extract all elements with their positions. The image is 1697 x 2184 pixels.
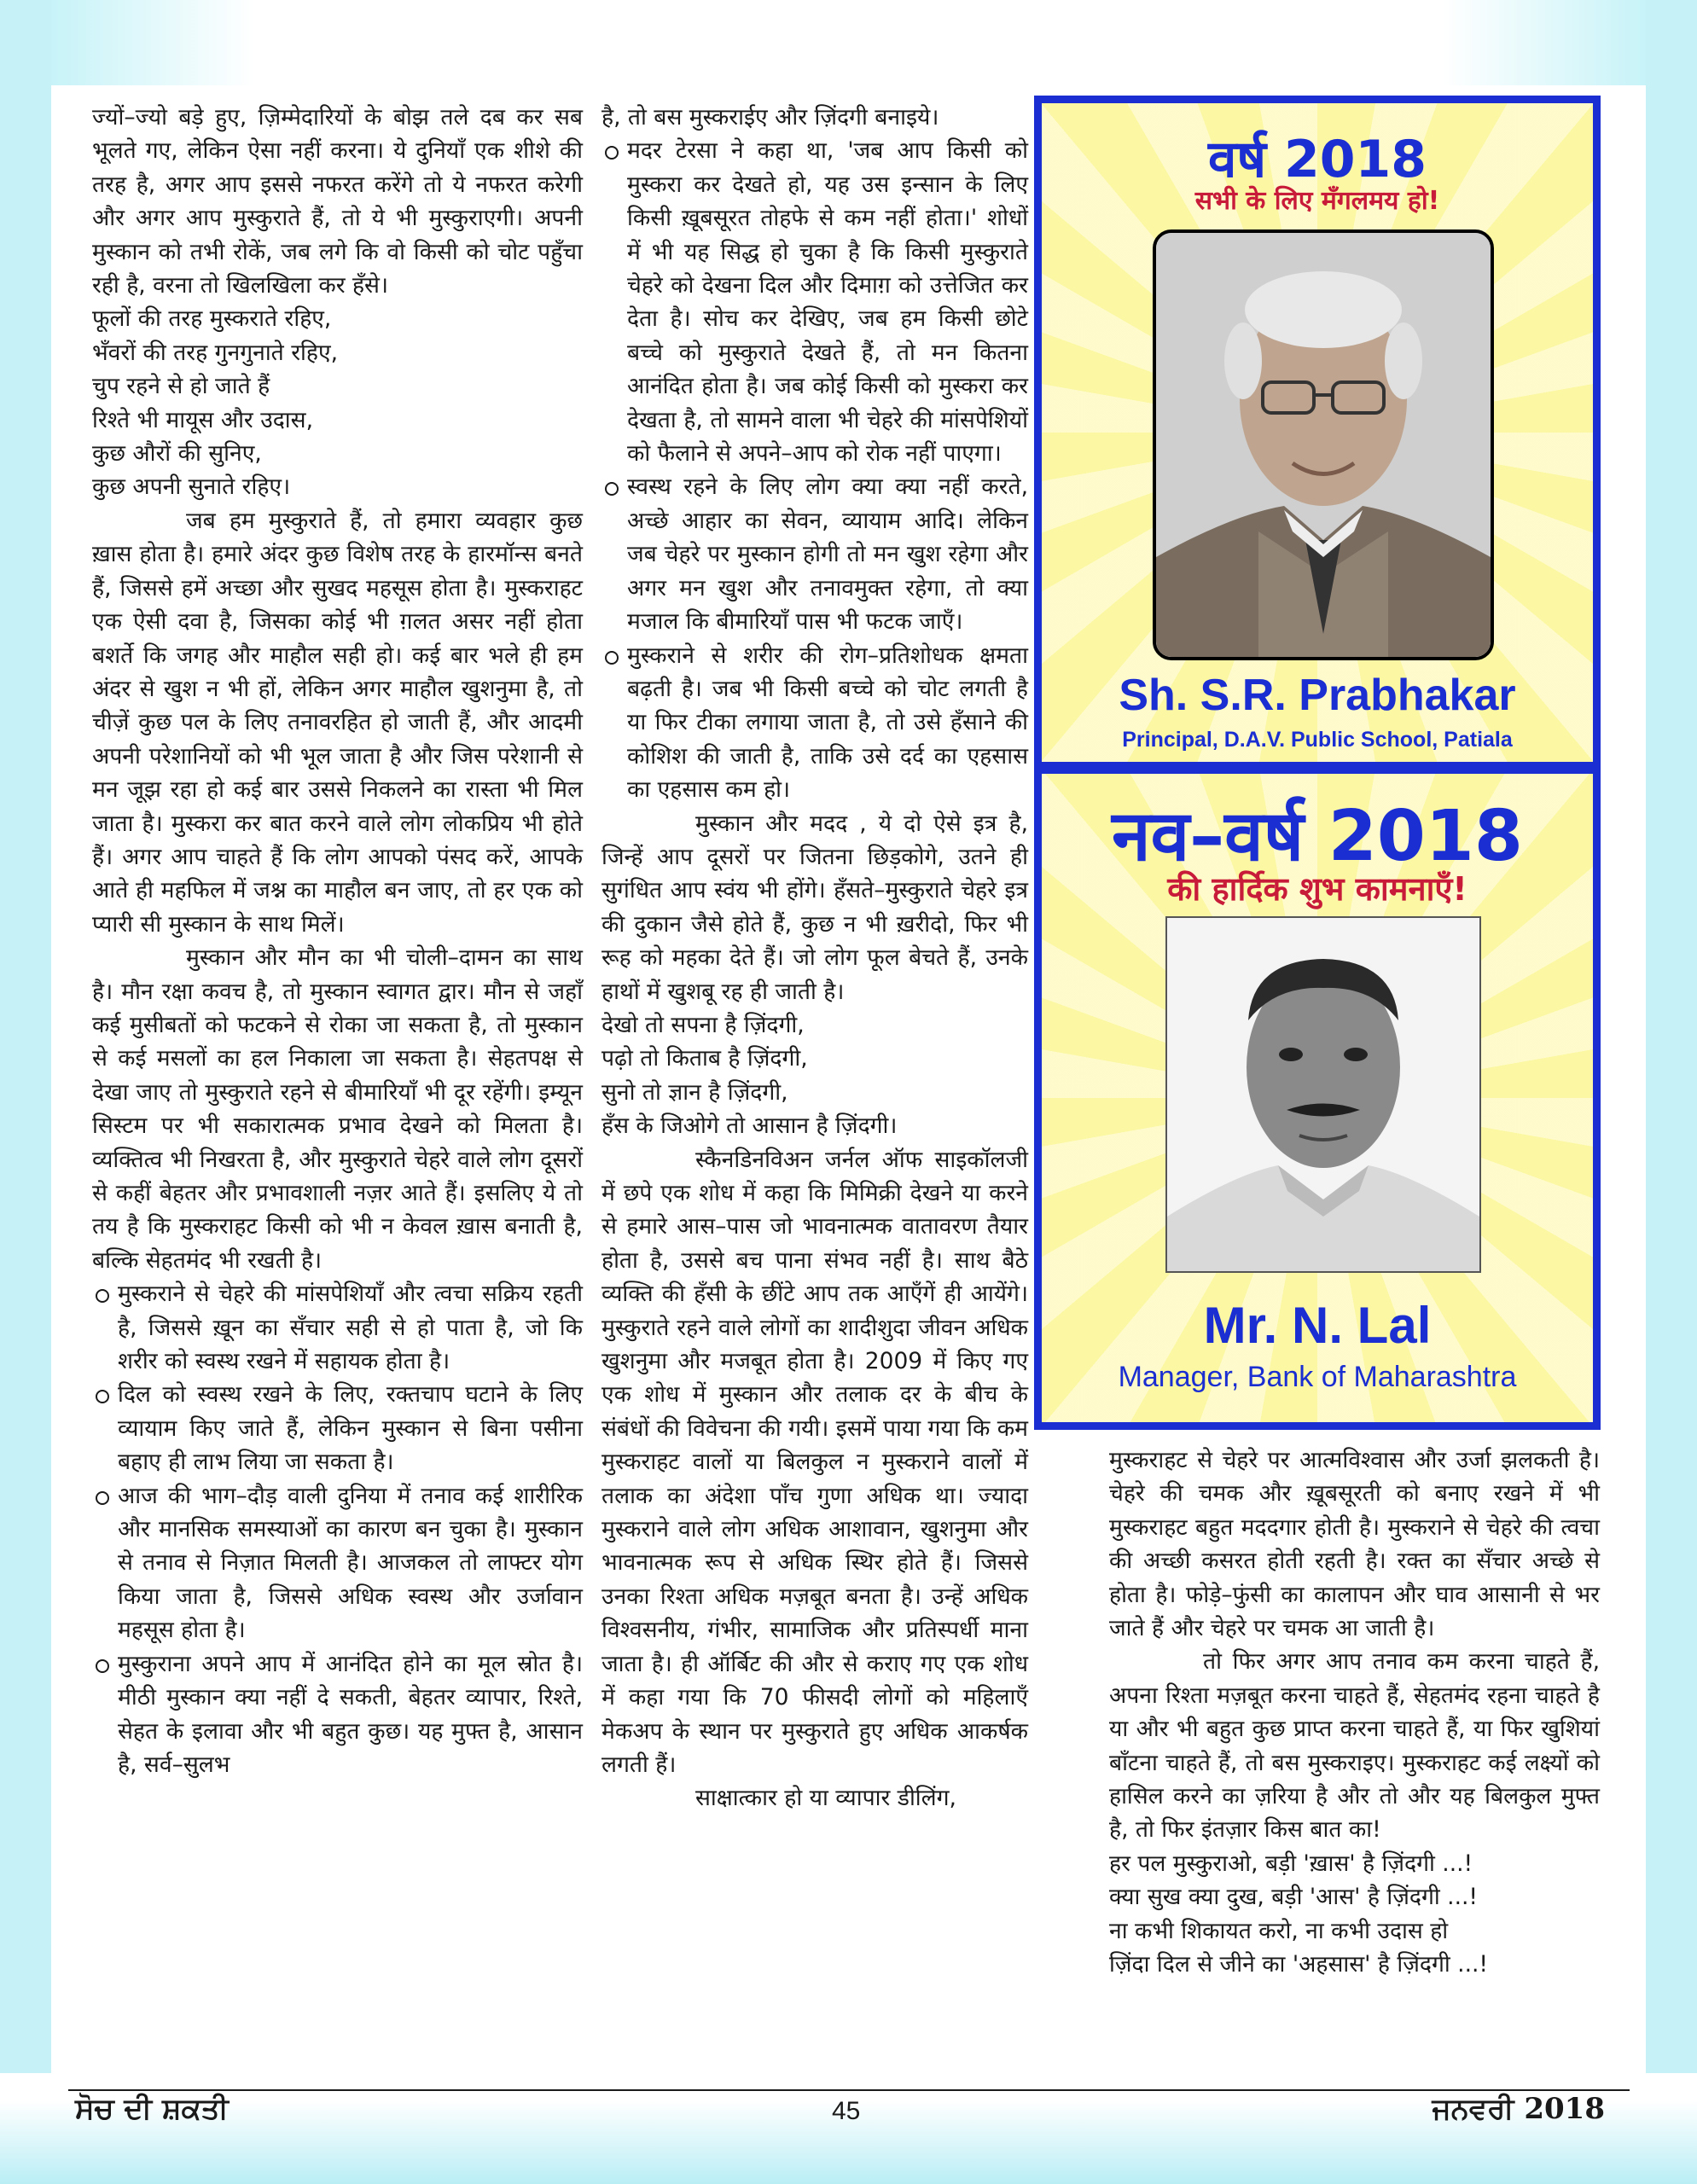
ad-title: नव–वर्ष 2018 [1112, 796, 1523, 877]
paragraph: मुस्कान और मदद , ये दो ऐसे इत्र है, जिन्हें आप दूसरों पर जितना छिड़कोगे, उतने ही सुगंधित आप स्वंय भी होंगे। हँसते–मुस्कुराते चेहरे इत्र की दुकान जैसे होते हैं, कुछ न भी ख़रीदो, फिर भी रूह को महका देते हैं। जो लोग फूल बेचते हैं, उनके हाथों में खुशबू रह ही जाती है। [602, 810, 1028, 1005]
paragraph: तो फिर अगर आप तनाव कम करना चाहते हैं, अपना रिश्ता मज़बूत करना चाहते हैं, सेहतमंद रहना चाहते है या और भी बहुत कुछ प्राप्त करना चाहते हैं, या फिर खुशियां बाँटना चाहते हैं, तो बस मुस्कराइए। मुस्कराहट कई लक्ष्यों को हासिल करने का ज़रिया है और तो और यह बिलकुल मुफ्त है, तो फिर इंतज़ार किस बात का! [1109, 1648, 1600, 1844]
verse [92, 302, 583, 503]
bullet-item: मुस्कराने से चेहरे की मांसपेशियाँ और त्वचा सक्रिय रहती है, जिससे ख़ून का सँचार सही से हो पाता है, जो कि शरीर को स्वस्थ रखने में सहायक होता है। [92, 1277, 583, 1378]
top-band [0, 0, 1697, 85]
bullet-item: मदर टेरसा ने कहा था, 'जब आप किसी को मुस्करा कर देखते हो, यह उस इन्सान के लिए किसी ख़ूबसूरत तोहफे से कम नहीं होता।' शोधों में भी यह सिद्ध हो चुका है कि किसी मुस्कुराते चेहरे को देखना दिल और दिमाग़ को उत्तेजित कर देता है। सोच कर देखिए, जब हम किसी छोटे बच्चे को मुस्कुराते देखते हैं, तो मन कितना आनंदित होता है। जब कोई किसी को मुस्करा कर देखता है, तो सामने वाला भी चेहरे की मांसपेशियों को फैलाने से अपने–आप को रोक नहीं पाएगा। [602, 134, 1028, 470]
portrait-illustration [1167, 918, 1479, 1271]
verse-line: कुछ औरों की सुनिए, [92, 440, 262, 468]
person-name: Mr. N. Lal [1203, 1297, 1432, 1354]
paragraph: जब हम मुस्कुराते हैं, तो हमारा व्यवहार कुछ ख़ास होता है। हमारे अंदर कुछ विशेष तरह के हारमॉन्स बनते हैं, जिससे हमें अच्छा और सुखद महसूस होता है। मुस्कराहट एक ऐसी दवा है, जिसका कोई भी ग़लत असर नहीं होता बशर्ते कि जगह और माहौल सही हो। कई बार भले ही हम अंदर से खुश न भी हों, लेकिन अगर माहौल खुशनुमा है, तो चीज़ें कुछ पल के लिए तनावरहित हो जाती हैं, और आदमी अपनी परेशानियों को भी भूल जाता है और जिस परेशानी से मन जूझ रहा हो कई बार उससे निकलने का रास्ता भी मिल जाता है। मुस्करा कर बात करने वाले लोग लोकप्रिय भी होते हैं। अगर आप चाहते हैं कि लोग आपको पंसद करें, आपके आते ही महफिल में जश्न का माहौल बन जाए, तो हर एक को प्यारी सी मुस्कान के साथ मिलें। [92, 507, 583, 938]
paragraph: है, तो बस मुस्कराईए और ज़िंदगी बनाइये। [602, 104, 939, 131]
portrait-photo [1153, 229, 1494, 660]
person-role: Principal, D.A.V. Public School, Patiala [1122, 728, 1513, 752]
verse-line: ना कभी शिकायत करो, ना कभी उदास हो [1109, 1917, 1449, 1944]
verse-line: भँवरों की तरह गुनगुनाते रहिए, [92, 339, 339, 366]
issue-date: ਜਨਵਰੀ 2018 [1432, 2092, 1605, 2126]
bullet-item: दिल को स्वस्थ रखने के लिए, रक्तचाप घटाने के लिए व्यायाम किए जाते हैं, लेकिन मुस्कान से बिना पसीना बहाए ही लाभ लिया जा सकता है। [92, 1378, 583, 1478]
verse-line: सुनो तो ज्ञान है ज़िंदगी, [602, 1078, 788, 1106]
verse-line: क्या सुख क्या दुख, बड़ी 'आस' है ज़िंदगी ...! [1109, 1884, 1479, 1911]
ad-subtitle: सभी के लिए मँगलमय हो! [1194, 186, 1440, 216]
verse-line: देखो तो सपना है ज़िंदगी, [602, 1011, 805, 1038]
verse-line: फूलों की तरह मुस्कराते रहिए, [92, 305, 332, 333]
verse-line: पढ़ो तो किताब है ज़िंदगी, [602, 1045, 808, 1072]
bullet-item: स्वस्थ रहने के लिए लोग क्या क्या नहीं करते, अच्छे आहार का सेवन, व्यायाम आदि। लेकिन जब चेहरे पर मुस्कान होगी तो मन खुश रहेगा और अगर मन खुश और तनावमुक्त रहेगा, तो क्या मजाल कि बीमारियाँ पास भी फटक जाएँ। [602, 470, 1028, 638]
article-column-2 [602, 101, 1028, 1815]
verse-line: रिश्ते भी मायूस और उदास, [92, 406, 313, 433]
ad-title: वर्ष 2018 [1208, 130, 1427, 189]
bullet-item: आज की भाग–दौड़ वाली दुनिया में तनाव कई शारीरिक और मानसिक समस्याओं का कारण बन चुका है। मुस्कान से तनाव से निज़ात मिलती है। आजकल तो लाफ्टर योग किया जाता है, जिससे अधिक स्वस्थ और उर्जावान महसूस होता है। [92, 1479, 583, 1647]
article-column-3 [1109, 1443, 1600, 1982]
left-band [0, 0, 51, 2184]
paragraph: स्कैनडिनविअन जर्नल ऑफ साइकॉलजी में छपे एक शोध में कहा कि मिमिक्री देखने या करने से हमारे आस–पास जो भावनात्मक वातावरण तैयार होता है, उससे बच पाना संभव नहीं है। साथ बैठे व्यक्ति की हँसी के छींटे आप तक आएँगें ही आयेंगे। मुस्कुराते रहने वाले लोगों का शादीशुदा जीवन अधिक खुशनुमा और मजबूत होता है। 2009 में किए गए एक शोध में मुस्कान और तलाक दर के बीच के संबंधों की विवेचना की गयी। इसमें पाया गया कि कम मुस्कराहट वालों या बिलकुल न मुस्कराने वालों में तलाक का अंदेशा पाँच गुणा अधिक था। ज्यादा मुस्कराने वाले लोग अधिक आशावान, खुशनुमा और भावनात्मक रूप से अधिक स्थिर होते हैं। जिससे उनका रिश्ता अधिक मज़बूत बनता है। उन्हें अधिक विश्वसनीय, गंभीर, सामाजिक और प्रतिस्पर्धी माना जाता है। ही ऑर्बिट की और से कराए गए एक शोध में कहा गया कि 70 फीसदी लोगों को महिलाएँ मेकअप के स्थान पर मुस्कुराते हुए अधिक आकर्षक लगती हैं। [602, 1146, 1028, 1778]
person-name: Sh. S.R. Prabhakar [1119, 671, 1516, 720]
right-band [1646, 0, 1697, 2184]
paragraph: साक्षात्कार हो या व्यापार डीलिंग, [695, 1785, 956, 1812]
verse-line: चुप रहने से हो जाते हैं [92, 373, 270, 400]
paragraph: मुस्कराहट से चेहरे पर आत्मविश्वास और उर्जा झलकती है। चेहरे की चमक और ख़ूबसूरती को बनाए रखने में भी मुस्कराहट बहुत मददगार होती है। मुस्कराने से चेहरे की त्वचा की अच्छी कसरत होती रहती है। रक्त का सँचार अच्छे से होता है। फोड़े–फुंसी का कालापन और घाव आसानी से भर जाते हैं और चेहरे पर चमक आ जाती है। [1109, 1447, 1600, 1642]
verse-line: हर पल मुस्कुराओ, बड़ी 'ख़ास' है ज़िंदगी ...! [1109, 1850, 1473, 1877]
greeting-ad-prabhakar [1034, 96, 1601, 770]
greeting-ad-lal [1034, 766, 1601, 1430]
verse-line: कुछ अपनी सुनाते रहिए। [92, 473, 291, 501]
bullet-item: मुस्कराने से शरीर की रोग–प्रतिशोधक क्षमता बढ़ती है। जब भी किसी बच्चे को चोट लगती है या फिर टीका लगाया जाता है, तो उसे हँसाने की कोशिश की जाती है, ताकि उसे दर्द का एहसास का एहसास कम हो। [602, 639, 1028, 807]
portrait-illustration [1156, 233, 1491, 657]
page-number: 45 [832, 2097, 861, 2125]
verse [602, 1008, 1028, 1143]
paragraph: मुस्कान और मौन का भी चोली–दामन का साथ है। मौन रक्षा कवच है, तो मुस्कान स्वागत द्वार। मौन से जहाँ कई मुसीबतों को फटकने से रोका जा सकता है, तो मुस्कान से कई मसलों का हल निकाला जा सकता है। सेहतपक्ष से देखा जाए तो मुस्कुराते रहने से बीमारियाँ भी दूर रहेंगी। इम्यून सिस्टम पर भी सकारात्मक प्रभाव देखने को मिलता है। व्यक्तित्व भी निखरता है, और मुस्कुराते चेहरे वाले लोग दूसरों से कहीं बेहतर और प्रभावशाली नज़र आते हैं। इसलिए ये तो तय है कि मुस्कराहट किसी को भी न केवल ख़ास बनाती है, बल्कि सेहतमंद भी रखती है। [92, 944, 583, 1274]
person-role: Manager, Bank of Maharashtra [1118, 1361, 1517, 1393]
verse-line: ज़िंदा दिल से जीने का 'अहसास' है ज़िंदगी ...! [1109, 1951, 1489, 1978]
portrait-photo [1165, 916, 1481, 1273]
footer-rule [68, 2089, 1630, 2091]
paragraph: ज्यों–ज्यो बड़े हुए, ज़िम्मेदारियों के बोझ तले दब कर सब भूलते गए, लेकिन ऐसा नहीं करना। ये दुनियाँ एक शीशे की तरह है, अगर आप इससे नफरत करेंगे तो ये नफरत करेगी और अगर आप मुस्कुराते हैं, तो ये भी मुस्कुराएगी। अपनी मुस्कान को तभी रोकें, जब लगे कि वो किसी को चोट पहुँचा रही है, वरना तो खिलखिला कर हँसे। [92, 104, 583, 299]
bullet-item: मुस्कुराना अपने आप में आनंदित होने का मूल स्रोत है। मीठी मुस्कान क्या नहीं दे सकती, बेहतर व्यापार, रिश्ते, सेहत के इलावा और भी बहुत कुछ। यह मुफ्त है, आसान है, सर्व–सुलभ [92, 1647, 583, 1782]
verse [1109, 1847, 1600, 1982]
magazine-name: ਸੋਚ ਦੀ ਸ਼ਕਤੀ [75, 2092, 229, 2126]
ad-subtitle: की हार्दिक शुभ कामनाएँ! [1167, 870, 1467, 908]
verse-line: हँस के जिओगे तो आसान है ज़िंदगी। [602, 1112, 898, 1140]
article-column-1 [92, 101, 583, 1781]
